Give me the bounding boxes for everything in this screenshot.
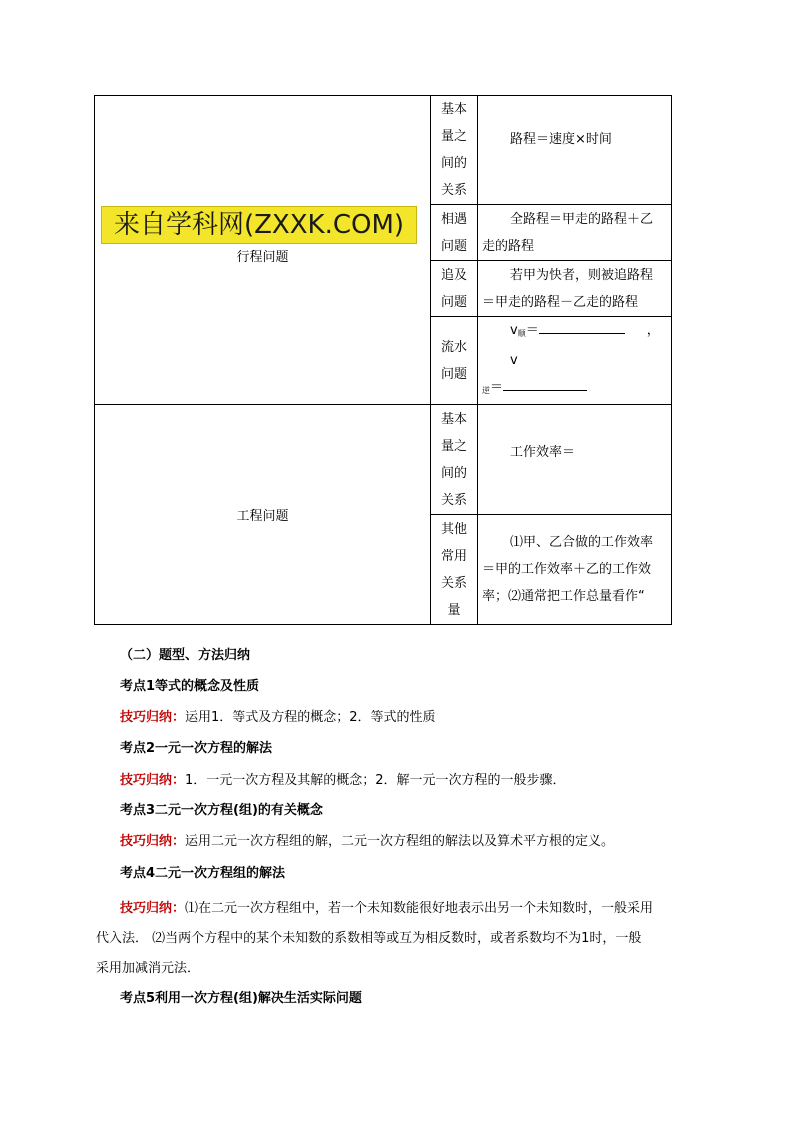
section-title: （二）题型、方法归纳 <box>120 648 251 663</box>
point-3-title: 考点3二元一次方程(组)的有关概念 <box>120 803 323 818</box>
work-category-label: 工程问题 <box>236 509 289 524</box>
work-category-cell <box>95 405 431 625</box>
work-other-label: 其他 常用 关系 量 <box>431 515 478 625</box>
knowledge-table <box>94 95 672 625</box>
travel-category-cell <box>95 96 431 405</box>
point-1-title: 考点1等式的概念及性质 <box>120 679 260 694</box>
work-basic-label: 基本 量之 间的 关系 <box>431 405 478 515</box>
chase-label: 追及 问题 <box>431 261 478 317</box>
point-3-tip: 技巧归纳：运用二元一次方程组的解，二元一次方程组的解法以及算术平方根的定义。 <box>120 834 615 849</box>
point-4-tip: 技巧归纳：⑴在二元一次方程组中，若一个未知数能很好地表示出另一个未知数时，一般采用 代入法． ⑵当两个方程中的某个未知数的系数相等或互为相反数时，或者系数均不为1时，一般 采用加减消元法． <box>96 901 654 976</box>
point-2-title: 考点2一元一次方程的解法 <box>120 741 273 756</box>
flow-content: $v_顺=$ ，v $_逆$＝ <box>478 317 672 405</box>
watermark-logo: 来自学科网(ZXXK.COM) <box>101 206 417 244</box>
answer-blank <box>503 390 587 391</box>
point-1-tip: 技巧归纳：运用1．等式及方程的概念；2．等式的性质 <box>120 710 436 725</box>
meet-label: 相遇 问题 <box>431 205 478 261</box>
chase-content: 若甲为快者，则被追路程 ＝甲走的路程－乙走的路程 <box>478 261 672 317</box>
point-4-title: 考点4二元一次方程组的解法 <box>120 866 286 881</box>
work-other-content: ⑴甲、乙合做的工作效率 ＝甲的工作效率＋乙的工作效 率；⑵通常把工作总量看作“ <box>478 515 672 625</box>
point-5-title: 考点5利用一次方程(组)解决生活实际问题 <box>120 991 362 1006</box>
work-basic-content: 工作效率＝ <box>478 405 672 515</box>
travel-category-label: 行程问题 <box>236 250 289 265</box>
travel-basic-label: 基本 量之 间的 关系 <box>431 96 478 205</box>
answer-blank <box>539 333 625 334</box>
meet-content: 全路程＝甲走的路程＋乙 走的路程 <box>478 205 672 261</box>
point-2-tip: 技巧归纳：1．一元一次方程及其解的概念；2．解一元一次方程的一般步骤． <box>120 773 566 788</box>
travel-basic-content: 路程＝速度×时间 <box>478 96 672 205</box>
flow-label: 流水 问题 <box>431 317 478 405</box>
